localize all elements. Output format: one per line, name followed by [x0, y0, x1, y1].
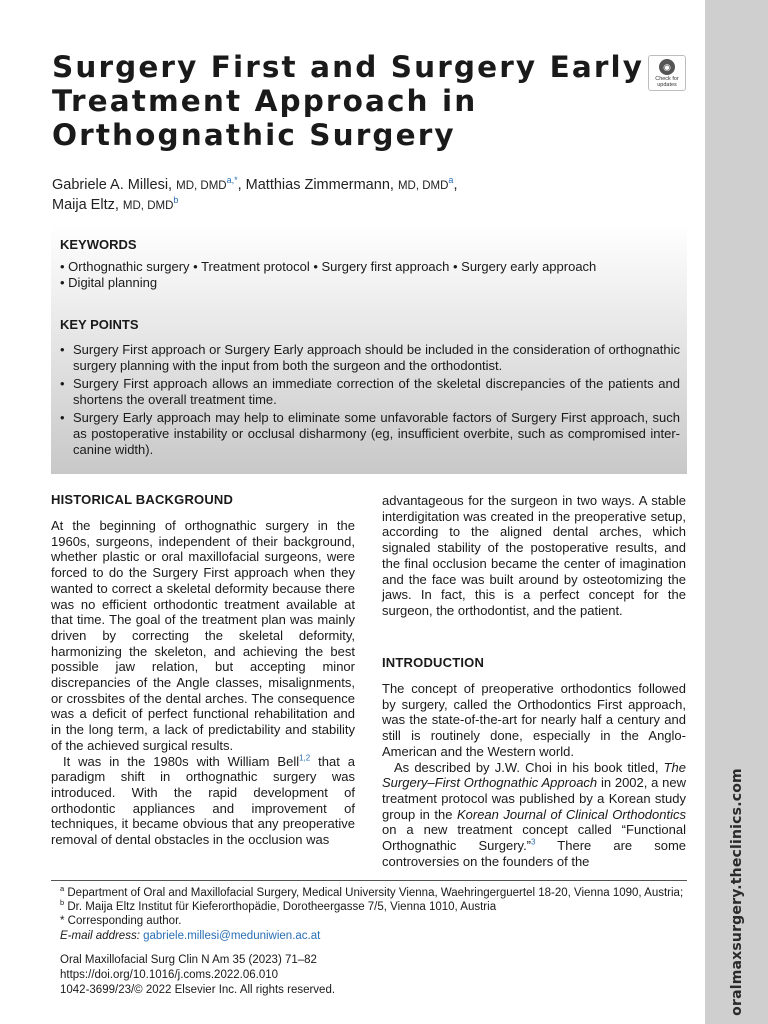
paragraph: At the beginning of orthognathic surgery in the 1960s, surgeons, independent of their background, whether plastic or oral maxillofacial surgeons, were forced to do the Surgery First approach when they wanted to correct a skeletal deformity because there was no efficient orthodontic treatment available at that time. The goal of the treatment plan was mainly driven by correcting the skeletal deformity, harmonizing the skeleton, and achieving the best possible jaw relation, but accepting minor discrepancies of the Angle classes, misalignments, or crossbites of the dental arches. The consequence was a deficit of perfect functional rehabilitation and in the long term, a lack of predictability and stability of the achieved surgical results. [51, 518, 355, 753]
email-label: E-mail address: [60, 930, 140, 942]
section-heading-introduction: INTRODUCTION [382, 655, 485, 670]
author-name: Maija Eltz, [52, 197, 119, 213]
article-title: Surgery First and Surgery Early Treatment Approach in Orthognathic Surgery [52, 50, 645, 152]
key-point-item: • Surgery First approach allows an immediate correction of the skeletal discrepancies of the patients and shortens the overall treatment time. [60, 376, 680, 408]
book-title: The Surgery–First Orthognathic Approach [382, 759, 686, 791]
section-heading-historical: HISTORICAL BACKGROUND [51, 492, 234, 507]
author-degree: MD, DMD [176, 180, 227, 192]
email-line [60, 929, 690, 943]
badge-line-1: Check for [655, 76, 679, 82]
paragraph-text: It was in the 1980s with William Bell [63, 753, 300, 769]
affiliation-mark[interactable]: a [448, 175, 454, 186]
paragraph: The concept of preoperative orthodontics followed by surgery, called the Orthodontics First approach, was the state-of-the-art for nearly half a century and still is routinely done, especially in the Anglo-American and the Western world. [382, 681, 686, 759]
footnote-divider [51, 880, 687, 881]
corresponding-author-note: * Corresponding author. [60, 915, 182, 927]
journal-url[interactable]: oralmaxsurgery.theclinics.com [728, 768, 745, 1016]
keywords-line-2: • Digital planning [60, 275, 158, 290]
paragraph [51, 754, 355, 848]
paragraph-text: There are some controversies on the founders of the [382, 838, 687, 869]
affiliations-footnote [60, 886, 690, 914]
check-for-updates-badge[interactable] [648, 55, 686, 91]
affiliation-mark: b [60, 898, 65, 908]
author-name: , Matthias Zimmermann, [237, 177, 394, 193]
key-points-list [60, 342, 680, 460]
reference-mark[interactable]: 1,2 [299, 753, 311, 763]
journal-citation: Oral Maxillofacial Surg Clin N Am 35 (2023) 71–82 [60, 954, 317, 966]
affiliation-mark: a [60, 884, 65, 894]
paragraph: advantageous for the surgeon in two ways. A stable interdigitation was created in the preoperative setup, according to the aligned dental arches, which signaled stability of the postoperative results, and the final occlusion became the center of imagination and the face was built around by osteotomizing the jaws. In fact, this is a perfect concept for the surgeon, the orthodontist, and the patient. [382, 493, 686, 618]
affiliation-text: Department of Oral and Maxillofacial Surgery, Medical University Vienna, Waehringerguertel 18-20, Vienna 1090, Austria; [64, 887, 684, 899]
affiliation-text: Dr. Maija Eltz Institut für Kieferorthopädie, Dorotheergasse 7/5, Vienna 1010, Austria [64, 901, 497, 913]
key-point-item: • Surgery First approach or Surgery Early approach should be included in the consideration of orthognathic surgery planning with the input from both the surgeon and the orthodontist. [60, 342, 680, 374]
email-link[interactable]: gabriele.millesi@meduniwien.ac.at [143, 930, 321, 942]
right-column-bottom [382, 681, 686, 869]
affiliation-mark[interactable]: b [173, 195, 179, 206]
paragraph-text: that a paradigm shift in orthognathic surgery was introduced. With the rapid development of orthodontic appliances and improvement of techniques, it became obvious that any preoperative removal of dental obstacles in the occlusion was [51, 753, 355, 848]
affiliation-mark[interactable]: a,* [226, 175, 238, 186]
paragraph-text: in 2002, a new treatment protocol was published by a Korean study group in the [382, 775, 686, 822]
author-degree: MD, DMD [122, 200, 174, 212]
author-list: Gabriele A. Millesi, MD, $DMD^{a,*}$, Matthias Zimmermann, MD, DMD$^a$, Maija Eltz, MD, DMD$^b$ [52, 175, 458, 213]
journal-name: Korean Journal of Clinical Orthodontics [456, 806, 686, 822]
author-degree: MD, DMD [397, 180, 449, 192]
keywords-heading: KEYWORDS [60, 237, 137, 252]
journal-sidebar [705, 0, 768, 1024]
paragraph-text: As described by J.W. Choi in his book titled, [394, 759, 664, 775]
paragraph-text: on a new treatment concept called “Functional Orthognathic Surgery.” [382, 822, 686, 854]
left-column [51, 518, 355, 848]
author-name: Gabriele A. Millesi, [52, 177, 173, 193]
bookmark-icon: ◉ [659, 59, 675, 75]
reference-mark[interactable]: 3 [531, 837, 536, 847]
right-column-top [382, 493, 686, 619]
paragraph [382, 760, 686, 870]
doi-link[interactable]: https://doi.org/10.1016/j.coms.2022.06.010 [60, 969, 279, 981]
keywords-line-1: • Orthognathic surgery • Treatment protocol • Surgery first approach • Surgery early approach [60, 259, 597, 274]
copyright-line: 1042-3699/23/© 2022 Elsevier Inc. All rights reserved. [60, 984, 336, 996]
key-point-item: • Surgery Early approach may help to eliminate some unfavorable factors of Surgery First approach, such as postoperative instability or occlusal disharmony (eg, insufficient overbite, such as compromised inter-canine width). [60, 410, 680, 458]
badge-line-2: updates [657, 82, 677, 88]
key-points-heading: KEY POINTS [60, 317, 139, 332]
